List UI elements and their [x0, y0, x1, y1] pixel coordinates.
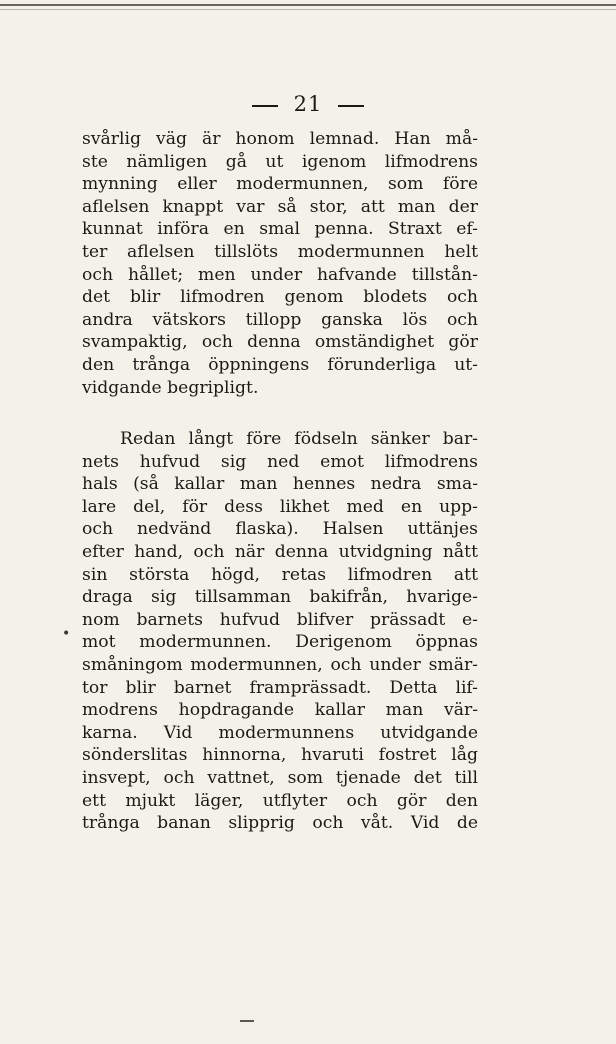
text-line: nom barnets hufvud blifver prässadt e-	[82, 609, 478, 630]
text-line: ett mjukt läger, utflyter och gör den	[82, 790, 478, 811]
text-line: hals (så kallar man hennes nedra sma-	[82, 474, 478, 495]
text-line: ste nämligen gå ut igenom lifmodrens	[82, 151, 478, 172]
page-number-left-dash	[252, 105, 278, 107]
text-line: karna. Vid modermunnens utvidgande	[82, 722, 478, 743]
text-line: nets hufvud sig ned emot lifmodrens	[82, 451, 478, 472]
text-line: modrens hopdragande kallar man vär-	[82, 700, 478, 721]
page-number-header	[0, 92, 616, 116]
text-line: draga sig tillsamman bakifrån, hvarige-	[82, 587, 478, 608]
paragraph-2	[82, 428, 478, 835]
text-line: mot modermunnen. Derigenom öppnas	[82, 632, 478, 653]
text-line: Redan långt före födseln sänker bar-	[120, 429, 478, 449]
text-line: sönderslitas hinnorna, hvaruti fostret låg	[82, 745, 478, 766]
text-line: svårlig väg är honom lemnad. Han må-	[82, 129, 478, 149]
text-line: tor blir barnet framprässadt. Detta lif-	[82, 677, 478, 698]
text-line: andra vätskors tillopp ganska lös och	[82, 309, 478, 330]
top-edge-rule	[0, 4, 616, 6]
text-line: mynning eller modermunnen, som före	[82, 174, 478, 195]
text-line: den trånga öppningens förunderliga ut-	[82, 354, 478, 375]
text-line: och nedvänd flaska). Halsen uttänjes	[82, 519, 478, 540]
text-line: insvept, och vattnet, som tjenade det till	[82, 767, 478, 788]
paragraph-1	[82, 128, 478, 399]
top-edge-faint-rule	[0, 9, 616, 10]
text-line: aflelsen knappt var så stor, att man der	[82, 196, 478, 217]
text-line: kunnat införa en smal penna. Straxt ef-	[82, 219, 478, 240]
text-line: småningom modermunnen, och under smär-	[82, 654, 478, 675]
page-number-right-dash	[338, 105, 364, 107]
text-line: svampaktig, och denna omständighet gör	[82, 332, 478, 353]
text-line: vidgande begripligt.	[82, 377, 259, 398]
bottom-ink-mark	[240, 1020, 254, 1022]
text-line: det blir lifmodren genom blodets och	[82, 287, 478, 308]
text-line: efter hand, och när denna utvidgning nått	[82, 541, 478, 562]
text-line: ter aflelsen tillslöts modermunnen helt	[82, 241, 478, 262]
text-line: sin största högd, retas lifmodren att	[82, 564, 478, 585]
page-number: 21	[293, 92, 323, 116]
text-line: och hållet; men under hafvande tillstån-	[82, 264, 478, 285]
text-line: trånga banan slipprig och våt. Vid de	[82, 813, 478, 834]
text-line: lare del, för dess likhet med en upp-	[82, 496, 478, 517]
margin-mark: •	[62, 626, 71, 642]
